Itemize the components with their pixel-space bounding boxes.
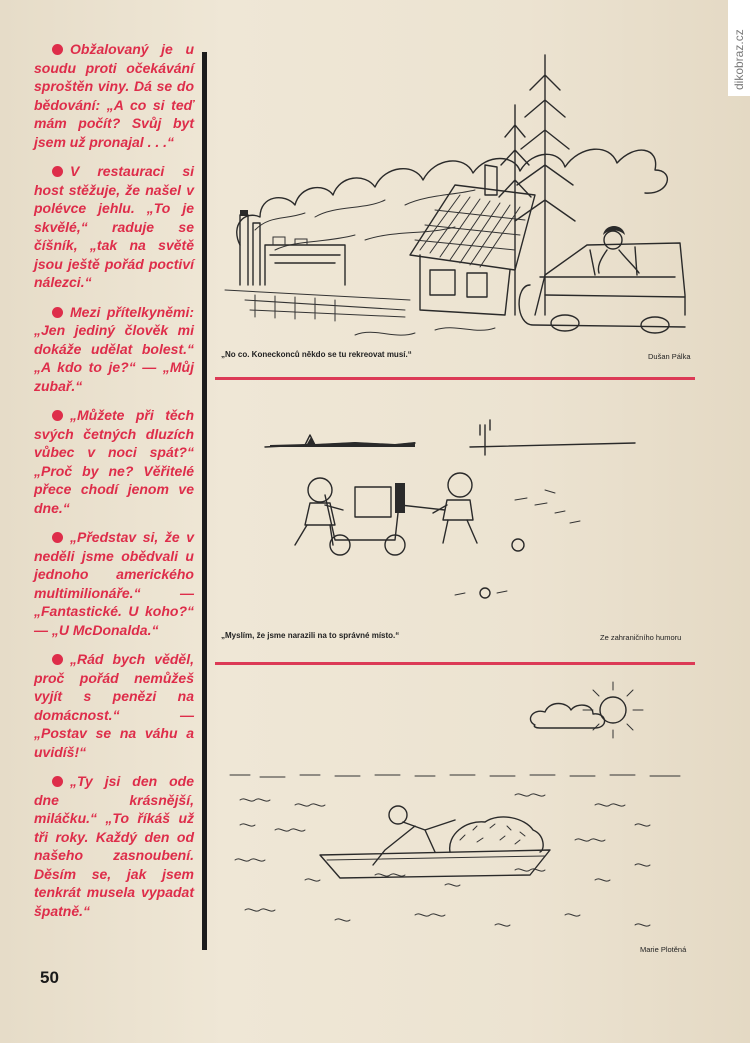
column-divider xyxy=(202,52,207,950)
bullet-icon xyxy=(52,410,63,421)
bullet-icon xyxy=(52,166,63,177)
cartoon-1-caption: „No co. Koneckonců někdo se tu rekreovat musí.“ xyxy=(221,350,412,359)
joke-6: „Rád bych věděl, proč pořád nemůžeš vyjít s penězi na domácnost.“ — „Postav se na váhu a uvidíš!“ xyxy=(34,651,194,760)
joke-3: Mezi přítelkyněmi: „Jen jediný člověk mi dokáže udělat bolest.“ „A kdo to je?“ — „Můj zubař.“ xyxy=(34,303,194,394)
cartoon-1-illustration xyxy=(215,45,700,345)
cartoon-1-credit: Dušan Pálka xyxy=(648,352,691,361)
cartoon-3-illustration xyxy=(215,680,700,945)
cartoon-2-caption: „Myslím, že jsme narazili na to správné místo.“ xyxy=(221,631,400,640)
watermark-text: dikobraz.cz xyxy=(732,29,746,90)
bullet-icon xyxy=(52,654,63,665)
bullet-icon xyxy=(52,44,63,55)
joke-4: „Můžete při těch svých četných dluzích vůbec v noci spát?“ „Proč by ne? Věřitelé přece chodí jenom ve dne.“ xyxy=(34,407,194,516)
cartoon-3-credit: Marie Plotěná xyxy=(640,945,687,954)
cartoon-2-illustration xyxy=(215,395,700,625)
section-divider-2 xyxy=(215,662,695,665)
cartoon-2-credit: Ze zahraničního humoru xyxy=(600,633,682,642)
joke-2: V restauraci si host stěžuje, že našel v polévce jehlu. „To je skvělé,“ raduje se číšník, „tak na světě jsou ještě pořád poctiví nálezci.“ xyxy=(34,163,194,290)
page-number: 50 xyxy=(40,968,59,987)
joke-1: Obžalovaný je u soudu proti očekávání sproštěn viny. Dá se do bědování: „A co si teď mám počít? Svůj byt jsem už pronajal . . .“ xyxy=(34,41,194,150)
section-divider-1 xyxy=(215,377,695,380)
jokes-column xyxy=(34,40,194,931)
watermark-tab xyxy=(728,0,750,96)
bullet-icon xyxy=(52,532,63,543)
bullet-icon xyxy=(52,776,63,787)
bullet-icon xyxy=(52,307,63,318)
joke-5: „Představ si, že v neděli jsme obědvali u jednoho amerického multimilionáře.“ — „Fantastické. U koho?“ — „U McDonalda.“ xyxy=(34,529,194,638)
joke-7: „Ty jsi den ode dne krásnější, miláčku.“ „To říkáš už tři roky. Každý den od našeho zasnoubení. Děsím se, jak jsem tenkrát musela vypadat špatně.“ xyxy=(34,773,194,919)
